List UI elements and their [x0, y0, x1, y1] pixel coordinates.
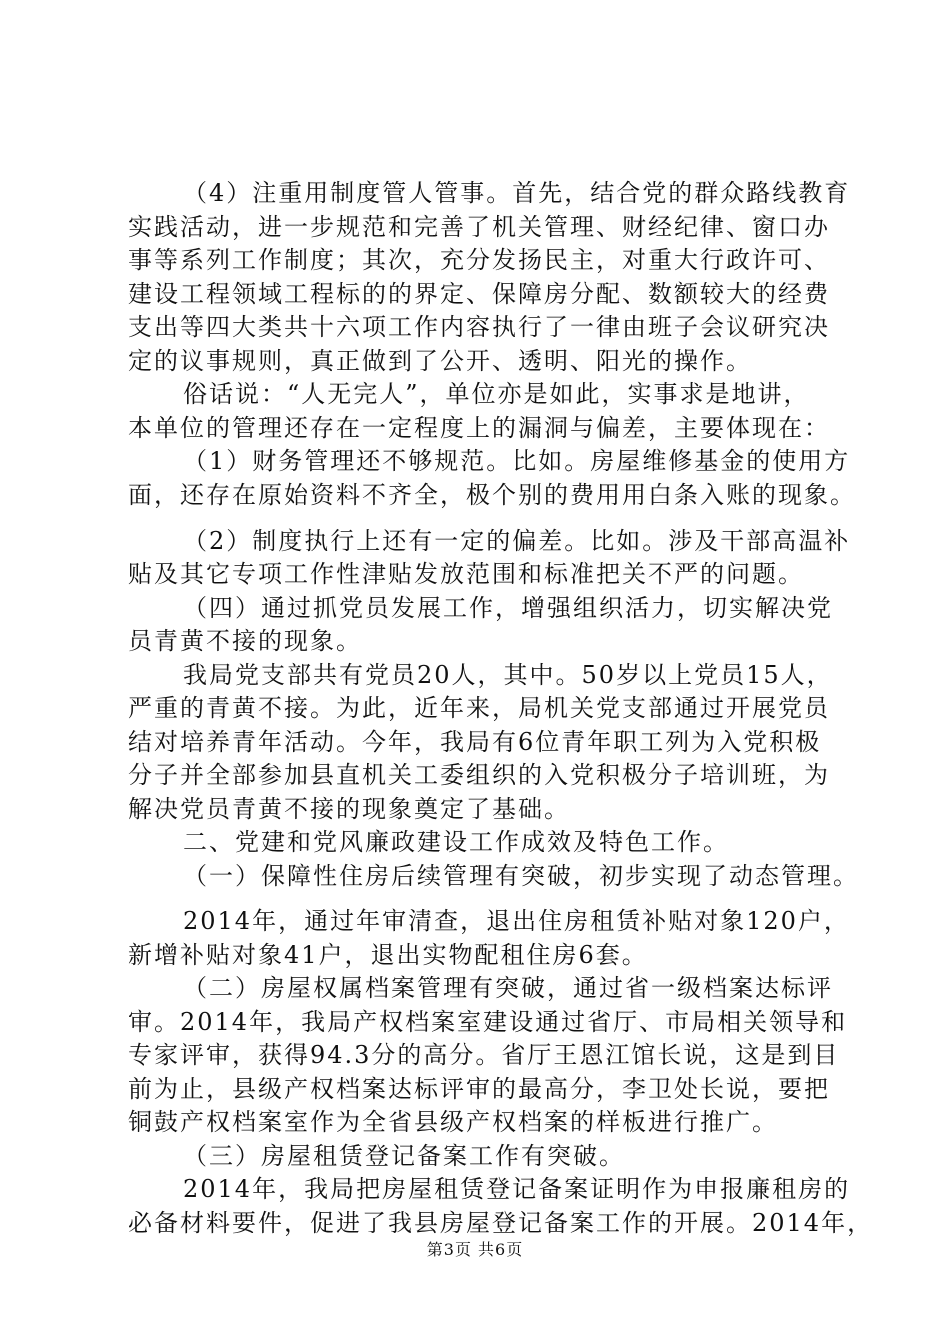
text-line: 俗话说：“人无完人”，单位亦是如此，实事求是地讲，	[183, 380, 810, 408]
text-line: 分子并全部参加县直机关工委组织的入党积极分子培训班，为	[128, 761, 830, 789]
text-line: 事等系列工作制度；其次，充分发扬民主，对重大行政许可、	[128, 246, 830, 274]
text-line: 结对培养青年活动。今年，我局有6位青年职工列为入党积极	[128, 728, 822, 756]
text-line: 前为止，县级产权档案达标评审的最高分，李卫处长说，要把	[128, 1075, 830, 1103]
text-line: 员青黄不接的现象。	[128, 627, 362, 655]
text-line: 严重的青黄不接。为此，近年来，局机关党支部通过开展党员	[128, 694, 830, 722]
text-line: 本单位的管理还存在一定程度上的漏洞与偏差，主要体现在：	[128, 414, 830, 442]
text-line: 铜鼓产权档案室作为全省县级产权档案的样板进行推广。	[128, 1108, 778, 1136]
section-heading: 二、党建和党风廉政建设工作成效及特色工作。	[183, 828, 729, 856]
text-line: 贴及其它专项工作性津贴发放范围和标准把关不严的问题。	[128, 560, 804, 588]
text-line: （1）财务管理还不够规范。比如。房屋维修基金的使用方	[183, 447, 851, 475]
text-line: 2014年，我局把房屋租赁登记备案证明作为申报廉租房的	[183, 1175, 851, 1203]
text-line: （2）制度执行上还有一定的偏差。比如。涉及干部高温补	[183, 527, 851, 555]
text-line: 面，还存在原始资料不齐全，极个别的费用用白条入账的现象。	[128, 481, 856, 509]
text-line: 新增补贴对象41户，退出实物配租住房6套。	[128, 941, 648, 969]
page-number-footer: 第3页 共6页	[426, 1240, 524, 1259]
text-line: 定的议事规则，真正做到了公开、透明、阳光的操作。	[128, 347, 752, 375]
text-line: 我局党支部共有党员20人，其中。50岁以上党员15人，	[183, 661, 833, 689]
text-line: 支出等四大类共十六项工作内容执行了一律由班子会议研究决	[128, 313, 830, 341]
text-line: 实践活动，进一步规范和完善了机关管理、财经纪律、窗口办	[128, 213, 830, 241]
text-line: 建设工程领域工程标的的界定、保障房分配、数额较大的经费	[128, 280, 830, 308]
text-line: （四）通过抓党员发展工作，增强组织活力，切实解决党	[183, 594, 833, 622]
text-line: 2014年，通过年审清查，退出住房租赁补贴对象120户，	[183, 907, 850, 935]
text-line: 专家评审，获得94.3分的高分。省厅王恩江馆长说，这是到目	[128, 1041, 840, 1069]
text-line: 必备材料要件，促进了我县房屋登记备案工作的开展。2014年，	[128, 1209, 874, 1237]
text-line: （三）房屋租赁登记备案工作有突破。	[183, 1142, 625, 1170]
text-line: （二）房屋权属档案管理有突破，通过省一级档案达标评	[183, 974, 833, 1002]
text-line: （一）保障性住房后续管理有突破，初步实现了动态管理。	[183, 862, 859, 890]
text-line: （4）注重用制度管人管事。首先，结合党的群众路线教育	[183, 179, 851, 207]
text-line: 解决党员青黄不接的现象奠定了基础。	[128, 795, 570, 823]
text-line: 审。2014年，我局产权档案室建设通过省厅、市局相关领导和	[128, 1008, 848, 1036]
